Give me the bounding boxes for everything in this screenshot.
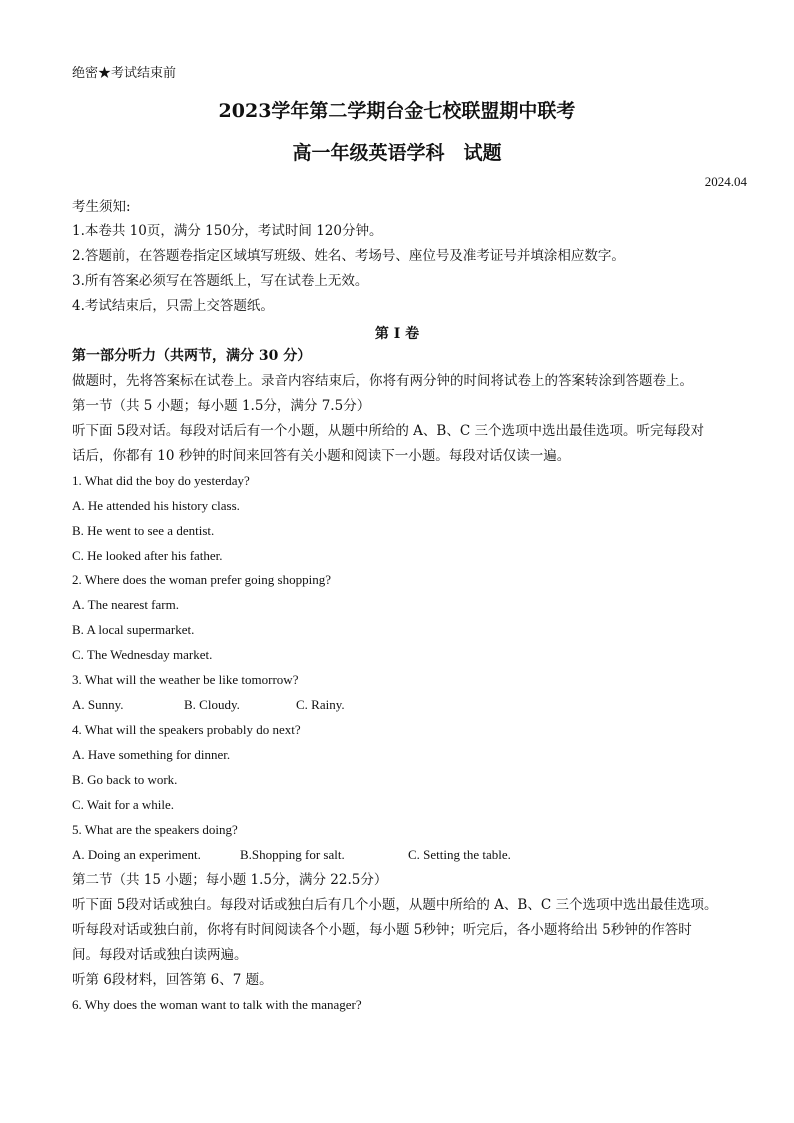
option-2b: B. A local supermarket. bbox=[72, 622, 195, 637]
option-1a: A. He attended his history class. bbox=[72, 498, 240, 513]
question-1: 1. What did the boy do yesterday? bbox=[72, 473, 250, 488]
question-2: 2. Where does the woman prefer going shopping? bbox=[72, 572, 331, 587]
option-4b: B. Go back to work. bbox=[72, 772, 178, 787]
option-4c: C. Wait for a while. bbox=[72, 797, 174, 812]
option-5c: C. Setting the table. bbox=[408, 847, 511, 862]
option-2a: A. The nearest farm. bbox=[72, 597, 179, 612]
section1-instruction: 话后，你都有 10 秒钟的时间来回答有关小题和阅读下一小题。每段对话仅读一遍。 bbox=[72, 448, 571, 464]
material-6-label: 听第 6段材料，回答第 6、7 题。 bbox=[72, 972, 273, 988]
option-1b: B. He went to see a dentist. bbox=[72, 523, 215, 538]
exam-title: 2023学年第二学期台金七校联盟期中联考 bbox=[218, 100, 576, 122]
question-5: 5. What are the speakers doing? bbox=[72, 822, 238, 837]
notice-item: 1.本卷共 10页，满分 150分，考试时间 120分钟。 bbox=[72, 223, 383, 239]
question-6: 6. Why does the woman want to talk with the manager? bbox=[72, 997, 362, 1012]
notice-item: 2.答题前，在答题卷指定区域填写班级、姓名、考场号、座位号及准考证号并填涂相应数字。 bbox=[72, 248, 625, 264]
section1-title: 第一节（共 5 小题；每小题 1.5分，满分 7.5分） bbox=[72, 398, 371, 414]
option-4a: A. Have something for dinner. bbox=[72, 747, 231, 762]
question-3: 3. What will the weather be like tomorrow? bbox=[72, 672, 299, 687]
exam-subtitle: 高一年级英语学科 试题 bbox=[292, 142, 502, 164]
option-1c: C. He looked after his father. bbox=[72, 548, 223, 563]
section1-instruction: 听下面 5段对话。每段对话后有一个小题，从题中所给的 A、B、C 三个选项中选出最佳选项。听完每段对 bbox=[72, 423, 704, 439]
question-4: 4. What will the speakers probably do next? bbox=[72, 722, 301, 737]
section2-instruction: 间。每段对话或独白读两遍。 bbox=[72, 947, 248, 963]
notice-item: 3.所有答案必须写在答题纸上，写在试卷上无效。 bbox=[72, 273, 369, 289]
section2-instruction: 听每段对话或独白前，你将有时间阅读各个小题，每小题 5秒钟；听完后，各小题将给出 5秒钟的作答时 bbox=[72, 922, 692, 938]
part1-instruction: 做题时，先将答案标在试卷上。录音内容结束后，你将有两分钟的时间将试卷上的答案转涂到答题卷上。 bbox=[72, 373, 693, 389]
confidential-label: 绝密★考试结束前 bbox=[72, 66, 177, 81]
section2-instruction: 听下面 5段对话或独白。每段对话或独白后有几个小题，从题中所给的 A、B、C 三个选项中选出最佳选项。 bbox=[72, 897, 718, 913]
section2-title: 第二节（共 15 小题；每小题 1.5分，满分 22.5分） bbox=[72, 872, 388, 888]
option-3b: B. Cloudy. bbox=[184, 697, 240, 712]
exam-date: 2024.04 bbox=[704, 174, 747, 189]
notice-heading: 考生须知: bbox=[72, 199, 131, 215]
option-5a: A. Doing an experiment. bbox=[72, 847, 201, 862]
option-3a: A. Sunny. bbox=[72, 697, 124, 712]
option-5b: B.Shopping for salt. bbox=[240, 847, 345, 862]
volume-heading: 第 I 卷 bbox=[374, 326, 420, 342]
part1-title: 第一部分听力（共两节，满分 30 分） bbox=[72, 348, 312, 364]
notice-item: 4.考试结束后，只需上交答题纸。 bbox=[72, 298, 274, 314]
option-3c: C. Rainy. bbox=[296, 697, 345, 712]
option-2c: C. The Wednesday market. bbox=[72, 647, 213, 662]
